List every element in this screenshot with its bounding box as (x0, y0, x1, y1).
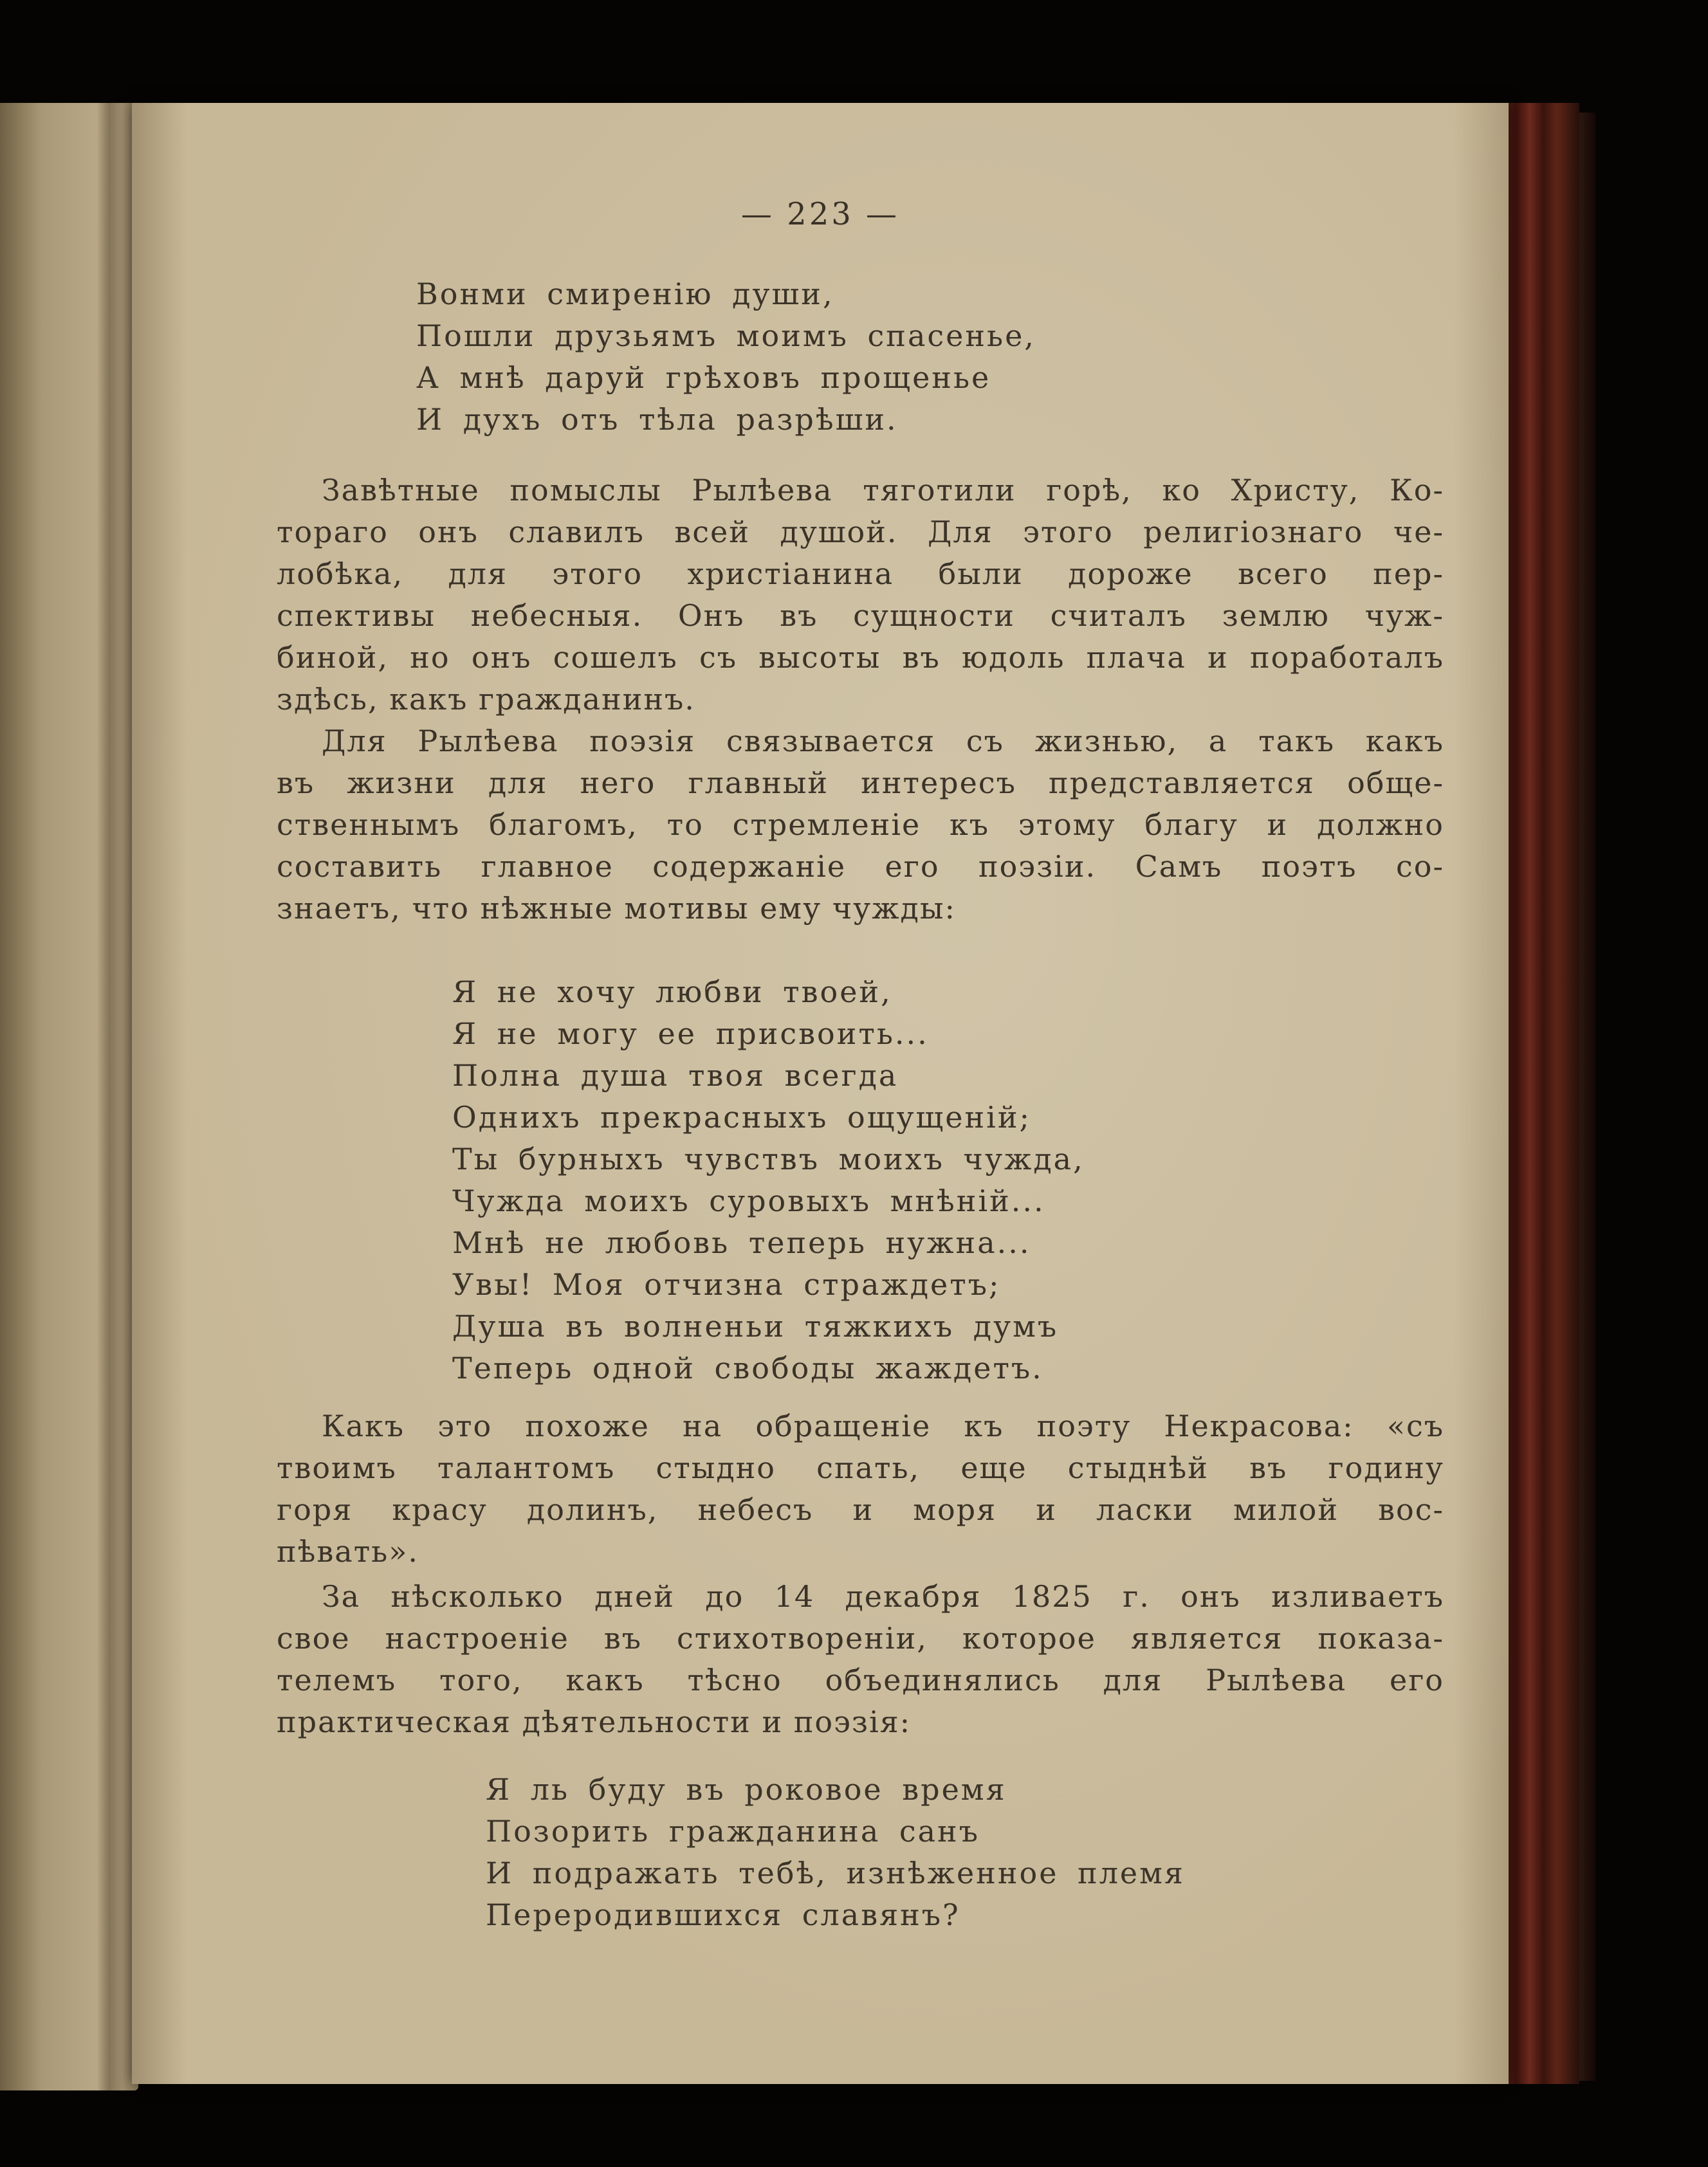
text-line: свое настроеніе въ стихотвореніи, которое является показа- (277, 1621, 1444, 1656)
page-number: — 223 — (740, 196, 900, 232)
verse-line: Вонми смиренію души, (416, 277, 834, 311)
verse-line: Позорить гражданина санъ (486, 1814, 980, 1849)
text-line: здѣсь, какъ гражданинъ. (277, 682, 695, 717)
verse-block-3 (486, 1769, 1185, 1936)
text-line: въ жизни для него главный интересъ представляется обще- (277, 765, 1444, 800)
text-line: Какъ это похоже на обращеніе къ поэту Некрасова: «съ (322, 1409, 1444, 1443)
text-line: тораго онъ славилъ всей душой. Для этого религіознаго че- (277, 515, 1444, 549)
left-page-edge (0, 103, 138, 2090)
verse-line: Ты бурныхъ чувствъ моихъ чужда, (452, 1142, 1085, 1176)
text-line: твоимъ талантомъ стыдно спать, еще стыднѣй въ годину (277, 1450, 1444, 1485)
page-content (132, 103, 1509, 2084)
text-line: биной, но онъ сошелъ съ высоты въ юдоль плача и поработалъ (277, 640, 1444, 675)
verse-line: Чужда моихъ суровыхъ мнѣній... (452, 1184, 1045, 1218)
verse-line: Однихъ прекрасныхъ ощущеній; (452, 1100, 1032, 1135)
verse-block-1 (416, 273, 1036, 441)
verse-line: И подражать тебѣ, изнѣженное племя (486, 1856, 1185, 1890)
verse-line: Я не могу ее присвоить... (452, 1016, 929, 1051)
paragraph-4 (277, 1576, 1444, 1743)
verse-line: Я не хочу любви твоей, (452, 974, 892, 1009)
text-line: телемъ того, какъ тѣсно объединялись для Рылѣева его (277, 1663, 1444, 1697)
verse-line: А мнѣ даруй грѣховъ прощенье (416, 360, 991, 395)
verse-line: Увы! Моя отчизна страждетъ; (452, 1267, 1001, 1302)
verse-line: Мнѣ не любовь теперь нужна... (452, 1225, 1031, 1260)
text-line: практическая дѣятельности и поэзія: (277, 1705, 912, 1739)
paragraph-3 (277, 1405, 1444, 1573)
text-line: составить главное содержаніе его поэзіи. Самъ поэтъ со- (277, 849, 1444, 884)
book-page (132, 103, 1509, 2084)
text-line: горя красу долинъ, небесъ и моря и ласки милой вос- (277, 1492, 1444, 1527)
verse-line: Душа въ волненьи тяжкихъ думъ (452, 1309, 1059, 1344)
verse-line: И духъ отъ тѣла разрѣши. (416, 402, 898, 437)
text-line: ственнымъ благомъ, то стремленіе къ этому благу и должно (277, 807, 1444, 842)
text-line: спективы небесныя. Онъ въ сущности считалъ землю чуж- (277, 598, 1444, 633)
verse-line: Я ль буду въ роковое время (486, 1772, 1007, 1807)
text-line: знаетъ, что нѣжные мотивы ему чужды: (277, 891, 956, 926)
verse-block-2 (452, 971, 1085, 1389)
text-line: лобѣка, для этого христіанина были дороже всего пер- (277, 556, 1444, 591)
text-line: пѣвать». (277, 1534, 419, 1569)
verse-line: Пошли друзьямъ моимъ спасенье, (416, 318, 1036, 353)
verse-line: Теперь одной свободы жаждетъ. (452, 1351, 1043, 1385)
text-line: Для Рылѣева поэзія связывается съ жизнью, а такъ какъ (322, 724, 1444, 758)
page-fold (96, 103, 122, 2090)
verse-line: Полна душа твоя всегда (452, 1058, 899, 1093)
paragraph-2 (277, 720, 1444, 929)
verse-line: Переродившихся славянъ? (486, 1897, 960, 1932)
text-line: Завѣтные помыслы Рылѣева тяготили горѣ, ко Христу, Ко- (322, 473, 1444, 507)
book-cover-edge-dark (1579, 113, 1595, 2081)
text-line: За нѣсколько дней до 14 декабря 1825 г. онъ изливаетъ (322, 1579, 1444, 1614)
paragraph-1 (277, 470, 1444, 720)
